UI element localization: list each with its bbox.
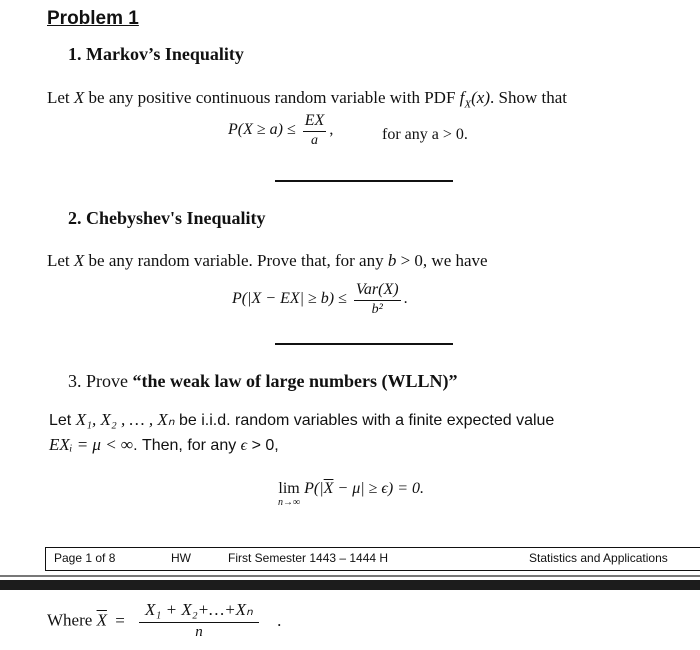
chebyshev-fraction: $\frac{\text{Var(X)}}{\text{b²}}$	[355, 281, 399, 317]
section-1-heading: 1. Markov’s Inequality	[68, 44, 244, 64]
section-3-heading: 3. Prove “the weak law of large numbers (WLLN)”	[68, 371, 458, 391]
chebyshev-formula: P(|X − EX| ≥ b) ≤ $\frac{\text{Var(X)}}{\text{b²}}$ .	[232, 281, 408, 317]
markov-fraction: $\frac{EX}{a}$	[304, 112, 325, 148]
section-divider-1	[275, 180, 453, 182]
footer-course: Statistics and Applications	[529, 551, 668, 565]
section-2-intro: Let X be any random variable. Prove that, for any b > 0, we have	[47, 251, 488, 270]
footer-type: HW	[171, 551, 191, 565]
xbar-fraction: $\frac{\text{X₁ + X₂+…+Xₙ}}{n}$	[139, 601, 259, 640]
wlln-line-2: EXᵢ = μ < ∞. Then, for any ϵ > 0,	[49, 435, 279, 454]
page-footer	[45, 547, 700, 571]
section-divider-2	[275, 343, 453, 345]
section-1-intro: Let X be any positive continuous random variable with PDF $f_X(x)$. Show that	[47, 88, 567, 111]
problem-title: Problem 1	[47, 8, 139, 29]
footer-semester: First Semester 1443 – 1444 H	[228, 551, 389, 565]
xbar-definition: Where $\overline{X}$ = $\frac{\text{X₁ + X₂+…+Xₙ}}{n}$ .	[47, 600, 282, 640]
page-break-bar	[0, 580, 700, 590]
wlln-limit-formula: lim n→∞ $P(|\overline{X} - \mu| \ge \epsilon) = 0$.	[278, 480, 424, 508]
page-break-thin-line	[0, 575, 700, 577]
markov-formula: P(X ≥ a) ≤ $\frac{EX}{a}$ ,	[228, 112, 334, 148]
footer-page-number: Page 1 of 8	[54, 551, 116, 565]
markov-condition: for any a > 0.	[382, 126, 468, 143]
section-2-heading: 2. Chebyshev's Inequality	[68, 208, 266, 228]
wlln-line-1: Let X₁, X₂ , … , Xₙ be i.i.d. random variables with a finite expected value	[49, 410, 555, 429]
